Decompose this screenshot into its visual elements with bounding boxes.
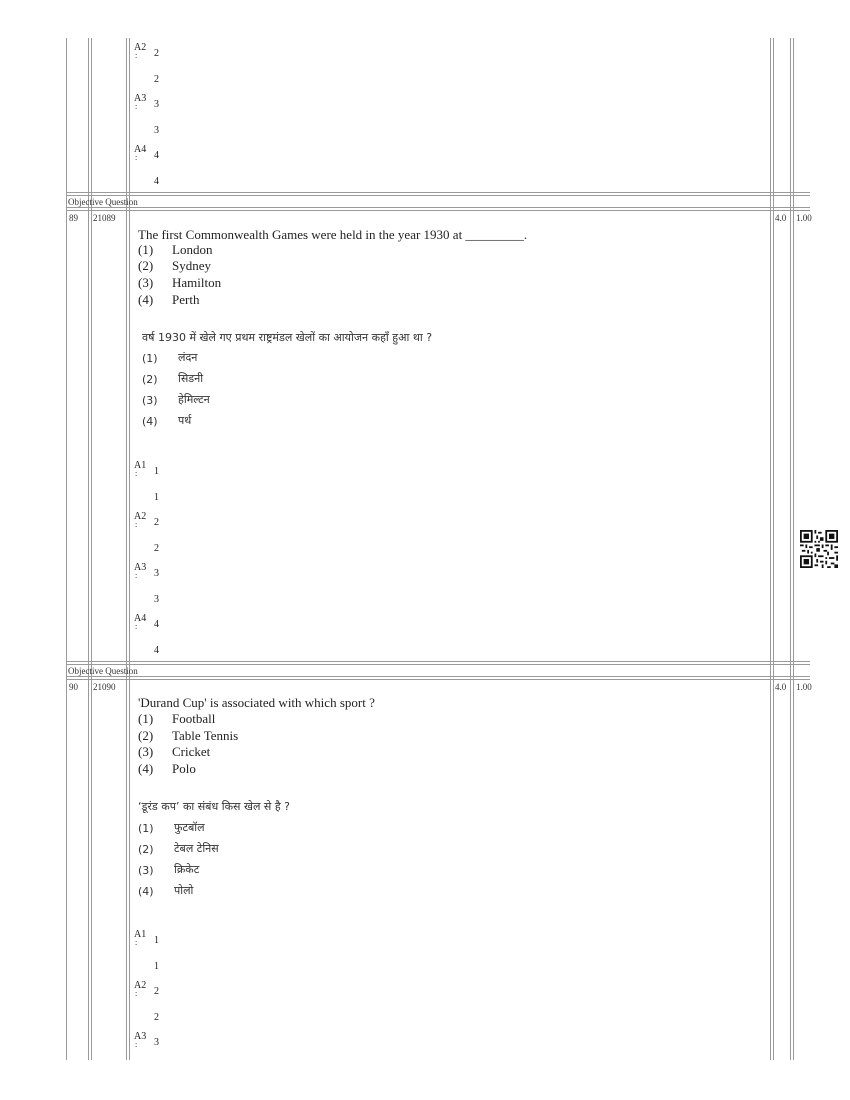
answer-colon: : (135, 102, 138, 111)
option-text: Football (172, 711, 216, 726)
option-text: Table Tennis (172, 728, 239, 743)
row-separator (66, 207, 810, 208)
option-num: (4) (138, 885, 154, 898)
question-text-hi: वर्ष 1930 में खेले गए प्रथम राष्ट्रमंडल खेलों का आयोजन कहाँ हुआ था ? (142, 331, 433, 344)
answer-option (134, 144, 194, 187)
answer-echo: 3 (154, 125, 159, 136)
option-text: Sydney (172, 258, 211, 273)
answer-label: A2 (134, 980, 147, 991)
option-text: फुटबॉल (174, 821, 205, 834)
row-separator (66, 192, 810, 193)
question-text-hi: ‘डूरंड कप’ का संबंध किस खेल से है ? (138, 800, 291, 813)
answer-echo: 2 (154, 74, 159, 85)
option-num: (1) (138, 822, 154, 835)
option-num: (3) (138, 744, 154, 759)
option-num: (4) (142, 415, 158, 428)
answer-value: 4 (154, 619, 159, 630)
answer-value: 2 (154, 48, 159, 59)
question-number: 89 (69, 213, 78, 223)
row-separator (66, 195, 810, 196)
answer-option (134, 980, 194, 1023)
answer-echo: 1 (154, 492, 159, 503)
option-num: (2) (138, 258, 154, 273)
option-text: क्रिकेट (174, 863, 200, 876)
negative-value: 1.00 (796, 682, 812, 692)
answer-option (134, 1031, 194, 1071)
option-num: (3) (138, 275, 154, 290)
negative-value: 1.00 (796, 213, 812, 223)
option-text: हेमिल्टन (178, 393, 210, 406)
answer-option (134, 613, 194, 656)
answer-echo: 3 (154, 594, 159, 605)
answer-colon: : (135, 153, 138, 162)
answer-option (134, 42, 194, 85)
answer-label: A3 (134, 1031, 147, 1042)
option-num: (4) (138, 292, 154, 307)
option-text: Perth (172, 292, 200, 307)
answer-echo: 2 (154, 543, 159, 554)
answer-echo: 4 (154, 176, 159, 187)
answer-option (134, 929, 194, 972)
answer-label: A4 (134, 613, 147, 624)
row-separator (66, 661, 810, 662)
answer-colon: : (135, 469, 138, 478)
answer-value: 2 (154, 986, 159, 997)
section-label: Objective Question (68, 666, 138, 676)
answer-value: 1 (154, 466, 159, 477)
question-marks: 4.0 (775, 682, 787, 692)
answer-label: A3 (134, 562, 147, 573)
answer-label: A1 (134, 460, 147, 471)
answer-value: 4 (154, 150, 159, 161)
question-number: 90 (69, 682, 78, 692)
question-negative-marks (796, 213, 812, 223)
answer-colon: : (135, 571, 138, 580)
row-separator (66, 664, 810, 665)
answer-label: A3 (134, 93, 147, 104)
question-negative-marks (796, 682, 812, 692)
option-num: (2) (138, 843, 154, 856)
answer-label: A2 (134, 42, 147, 53)
answer-colon: : (135, 520, 138, 529)
question-marks: 4.0 (775, 213, 787, 223)
option-text: टेबल टेनिस (174, 842, 219, 855)
question-id: 21090 (93, 682, 116, 692)
option-text: सिडनी (178, 372, 204, 385)
answer-option (134, 460, 194, 503)
answer-echo: 4 (154, 645, 159, 656)
answer-value: 2 (154, 517, 159, 528)
answer-value: 3 (154, 568, 159, 579)
answer-option (134, 562, 194, 605)
option-text: पोलो (174, 884, 194, 897)
answer-label: A4 (134, 144, 147, 155)
answer-option (134, 511, 194, 554)
option-num: (2) (142, 373, 158, 386)
option-num: (1) (138, 242, 154, 257)
answer-colon: : (135, 989, 138, 998)
answer-value: 3 (154, 1037, 159, 1048)
answer-echo: 1 (154, 961, 159, 972)
section-label: Objective Question (68, 197, 138, 207)
answer-colon: : (135, 51, 138, 60)
question-text-en: 'Durand Cup' is associated with which sport ? (138, 695, 375, 710)
row-separator (66, 679, 810, 680)
question-id: 21089 (93, 213, 116, 223)
answer-echo: 2 (154, 1012, 159, 1023)
option-num: (2) (138, 728, 154, 743)
option-text: Cricket (172, 744, 211, 759)
answer-colon: : (135, 1040, 138, 1049)
answer-label: A2 (134, 511, 147, 522)
row-separator (66, 676, 810, 677)
answer-colon: : (135, 622, 138, 631)
option-num: (1) (142, 352, 158, 365)
option-num: (1) (138, 711, 154, 726)
answer-value: 3 (154, 99, 159, 110)
option-text: पर्थ (178, 414, 192, 427)
option-text: Hamilton (172, 275, 222, 290)
question-text-en: The first Commonwealth Games were held in the year 1930 at _________. (138, 227, 528, 242)
option-num: (3) (142, 394, 158, 407)
answer-colon: : (135, 938, 138, 947)
option-text: लंदन (178, 351, 198, 364)
qr-code-icon (800, 530, 838, 568)
answer-option (134, 93, 194, 136)
answer-value: 1 (154, 935, 159, 946)
option-text: London (172, 242, 213, 257)
answer-label: A1 (134, 929, 147, 940)
option-text: Polo (172, 761, 196, 776)
option-num: (3) (138, 864, 154, 877)
option-num: (4) (138, 761, 154, 776)
row-separator (66, 210, 810, 211)
